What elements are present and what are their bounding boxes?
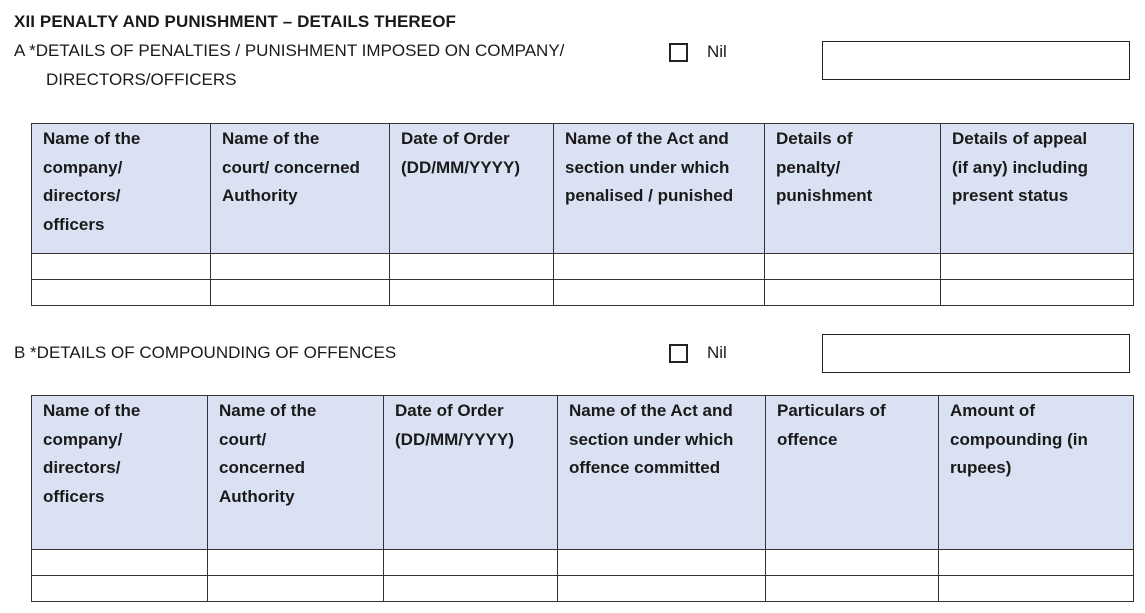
table-cell[interactable]: [384, 550, 558, 576]
section-a-nil-checkbox[interactable]: [669, 43, 688, 62]
section-a-header-row: [32, 124, 1134, 254]
table-cell[interactable]: [558, 576, 766, 602]
table-cell[interactable]: [32, 254, 211, 280]
table-cell[interactable]: [939, 576, 1134, 602]
table-cell[interactable]: [208, 576, 384, 602]
section-a-title-line1: A *DETAILS OF PENALTIES / PUNISHMENT IMPOSED ON COMPANY/: [14, 41, 565, 60]
section-b-col-header: Date of Order (DD/MM/YYYY): [384, 396, 558, 550]
section-b-header-row: [32, 396, 1134, 550]
section-b-nil-label: Nil: [707, 343, 727, 362]
section-a-nil-label: Nil: [707, 42, 727, 61]
table-cell[interactable]: [941, 280, 1134, 306]
table-cell[interactable]: [941, 254, 1134, 280]
table-cell[interactable]: [765, 254, 941, 280]
table-cell[interactable]: [554, 254, 765, 280]
section-b-col-header: Name of the company/ directors/ officers: [32, 396, 208, 550]
table-cell[interactable]: [390, 280, 554, 306]
section-b-title: B *DETAILS OF COMPOUNDING OF OFFENCES: [14, 343, 397, 362]
table-cell[interactable]: [766, 576, 939, 602]
table-cell[interactable]: [211, 280, 390, 306]
section-a-input-box[interactable]: [822, 41, 1130, 80]
table-row: [32, 550, 1134, 576]
table-cell[interactable]: [32, 280, 211, 306]
table-cell[interactable]: [939, 550, 1134, 576]
section-b-col-header: Amount of compounding (in rupees): [939, 396, 1134, 550]
section-b-nil-checkbox[interactable]: [669, 344, 688, 363]
section-a-table: [31, 123, 1134, 306]
table-cell[interactable]: [384, 576, 558, 602]
section-a-col-header: Date of Order (DD/MM/YYYY): [390, 124, 554, 254]
section-a-col-header: Name of the Act and section under which penalised / punished: [554, 124, 765, 254]
table-cell[interactable]: [208, 550, 384, 576]
table-cell[interactable]: [558, 550, 766, 576]
section-b-col-header: Particulars of offence: [766, 396, 939, 550]
table-row: [32, 254, 1134, 280]
section-b-col-header: Name of the Act and section under which offence committed: [558, 396, 766, 550]
section-a-col-header: Details of appeal (if any) including present status: [941, 124, 1134, 254]
section-a-col-header: Name of the company/ directors/ officers: [32, 124, 211, 254]
table-cell[interactable]: [554, 280, 765, 306]
table-cell[interactable]: [390, 254, 554, 280]
table-cell[interactable]: [211, 254, 390, 280]
section-a-col-header: Details of penalty/ punishment: [765, 124, 941, 254]
table-cell[interactable]: [766, 550, 939, 576]
section-b-table: [31, 395, 1134, 602]
section-heading: XII PENALTY AND PUNISHMENT – DETAILS THEREOF: [14, 12, 457, 31]
section-b-col-header: Name of the court/ concerned Authority: [208, 396, 384, 550]
table-cell[interactable]: [765, 280, 941, 306]
table-cell[interactable]: [32, 576, 208, 602]
table-row: [32, 280, 1134, 306]
table-cell[interactable]: [32, 550, 208, 576]
section-b-input-box[interactable]: [822, 334, 1130, 373]
table-row: [32, 576, 1134, 602]
section-a-col-header: Name of the court/ concerned Authority: [211, 124, 390, 254]
section-a-title-line2: DIRECTORS/OFFICERS: [46, 70, 237, 89]
